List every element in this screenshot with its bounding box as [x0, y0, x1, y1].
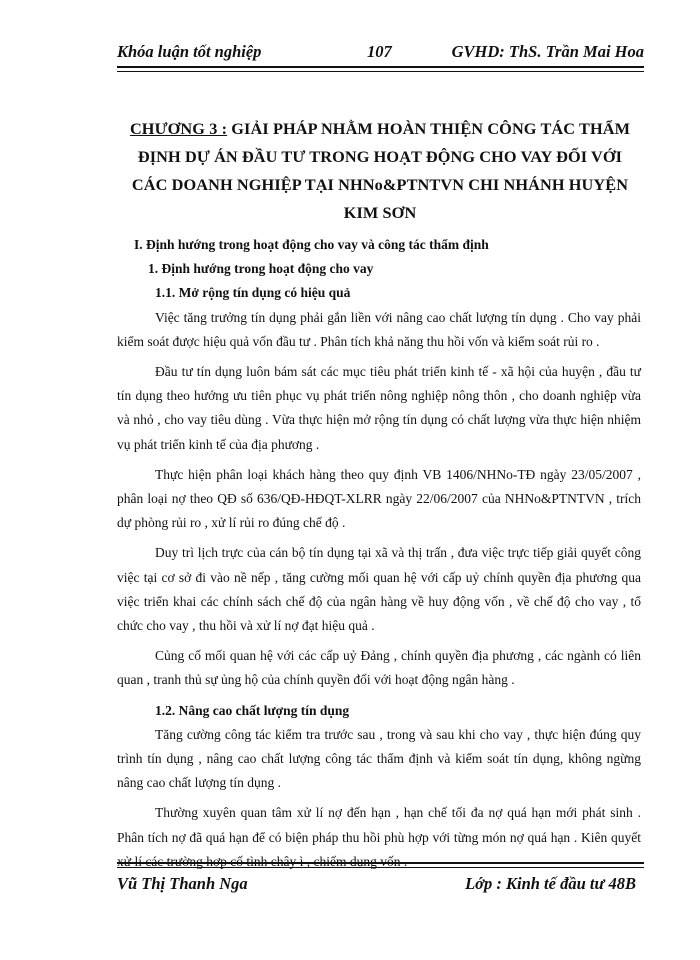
chapter-title-text: GIẢI PHÁP NHẰM HOÀN THIỆN CÔNG TÁC THẨM ĐỊNH DỰ ÁN ĐẦU TƯ TRONG HOẠT ĐỘNG CHO VAY ĐỐI VỚI CÁC DOANH NGHIỆP TẠI NHNo&PTNTVN CHI NHÁNH HUYỆN KIM SƠN: [131, 119, 631, 222]
page-header: [117, 40, 644, 66]
section-heading: I. Định hướng trong hoạt động cho vay và công tác thẩm định: [134, 237, 489, 252]
chapter-label: CHƯƠNG 3 :: [129, 119, 228, 138]
footer-rule: [117, 862, 644, 868]
paragraph: Thực hiện phân loại khách hàng theo quy định VB 1406/NHNo-TĐ ngày 23/05/2007 , phân loại nợ theo QĐ số 636/QĐ-HĐQT-XLRR ngày 22/06/2007 của NHNo&PTNTVN , trích dự phòng rủi ro , xử lí rủi ro đúng chế độ .: [117, 466, 641, 531]
subsection-heading: 1. Định hướng trong hoạt động cho vay: [148, 261, 374, 277]
subsubsection-heading-1-1: 1.1. Mở rộng tín dụng có hiệu quả: [155, 285, 351, 301]
footer-author: Vũ Thị Thanh Nga: [117, 874, 248, 893]
header-rule: [117, 66, 644, 72]
header-page-number: 107: [367, 42, 392, 61]
header-advisor: GVHD: ThS. Trần Mai Hoa: [451, 42, 644, 61]
paragraph: Việc tăng trưởng tín dụng phải gắn liền với nâng cao chất lượng tín dụng . Cho vay phải kiểm soát được hiệu quả vốn đầu tư . Phân tích khả năng thu hồi vốn và kiểm soát rủi ro .: [117, 309, 641, 349]
footer-class: Lớp : Kinh tế đầu tư 48B: [465, 874, 636, 893]
page-footer: [117, 872, 644, 898]
paragraph: Củng cố mối quan hệ với các cấp uỷ Đảng , chính quyền địa phương , các ngành có liên quan , tranh thủ sự ủng hộ của chính quyền đối với hoạt động ngân hàng .: [117, 648, 641, 688]
page-body: [117, 233, 641, 880]
header-thesis-label: Khóa luận tốt nghiệp: [117, 42, 262, 61]
paragraph: Đầu tư tín dụng luôn bám sát các mục tiêu phát triển kinh tế - xã hội của huyện , đầu tư tín dụng theo hướng ưu tiên phục vụ phát triển nông nghiệp nông thôn , cho doanh nghiệp vừa và nhỏ , cho vay tiêu dùng . Vừa thực hiện mở rộng tín dụng có chất lượng vừa thực hiện nhiệm vụ phát triển kinh tế của địa phương .: [117, 364, 641, 452]
subsubsection-heading-1-2: 1.2. Nâng cao chất lượng tín dụng: [155, 702, 350, 718]
paragraph: Thường xuyên quan tâm xử lí nợ đến hạn , hạn chế tối đa nợ quá hạn mới phát sinh . Phân tích nợ đã quá hạn để có biện pháp thu hồi phù hợp với từng món nợ quá hạn . Kiên quyết xử lí các trường hợp cố tình chây ì , chiếm dụng vốn .: [117, 805, 641, 869]
paragraph: Duy trì lịch trực của cán bộ tín dụng tại xã và thị trấn , đưa việc trực tiếp giải quyết công việc tại cơ sở đi vào nề nếp , tăng cường mối quan hệ với cấp uỷ chính quyền địa phương qua việc triển khai các chính sách chế độ của ngân hàng về huy động vốn , về chế độ cho vay , tổ chức cho vay , thu hồi và xử lí nợ đạt hiệu quả .: [117, 545, 641, 634]
paragraph: Tăng cường công tác kiểm tra trước sau , trong và sau khi cho vay , thực hiện đúng quy trình tín dụng , nâng cao chất lượng công tác thẩm định và kiểm soát tín dụng, không ngừng nâng cao chất lượng tín dụng .: [117, 726, 641, 791]
chapter-title: [120, 115, 640, 227]
